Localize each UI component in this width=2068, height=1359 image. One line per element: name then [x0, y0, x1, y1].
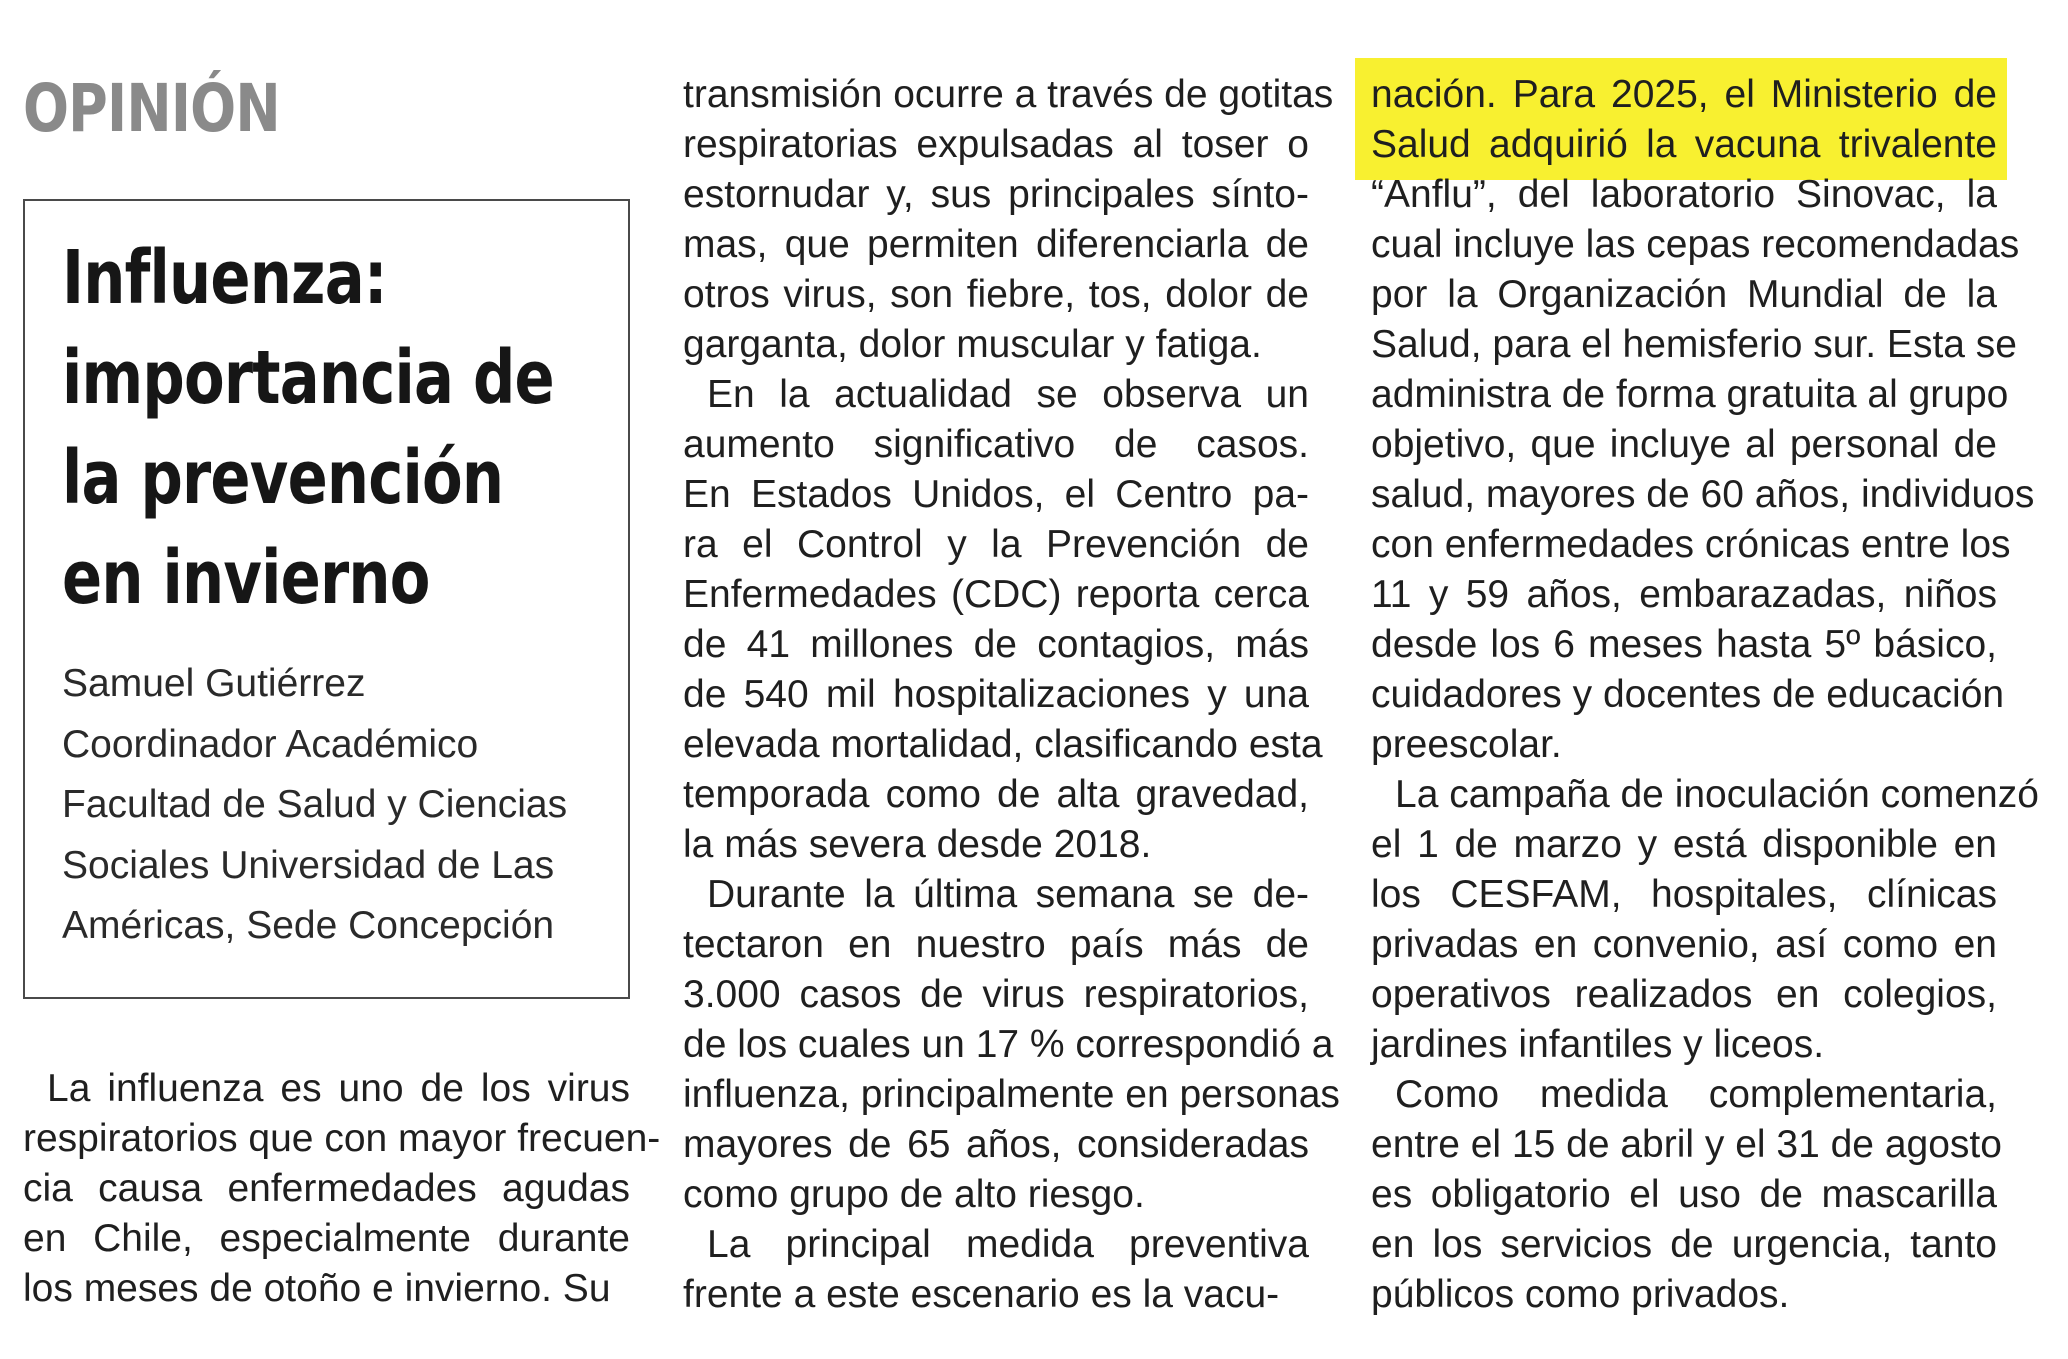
- text-line: los meses de otoño e invierno. Su: [23, 1267, 611, 1310]
- text-line: tectaron en nuestro país más de: [683, 923, 1309, 966]
- text-line: cia causa enfermedades agudas: [23, 1167, 630, 1210]
- author-affiliation: Facultad de Salud y Ciencias: [62, 783, 568, 826]
- text-line: transmisión ocurre a través de gotitas: [683, 73, 1334, 116]
- author-role: Coordinador Académico: [62, 722, 479, 766]
- author-affiliation: Américas, Sede Concepción: [62, 904, 555, 947]
- text-line: garganta, dolor muscular y fatiga.: [683, 323, 1262, 366]
- text-line: estornudar y, sus principales sínto-: [683, 173, 1309, 216]
- text-line: de 540 mil hospitalizaciones y una: [683, 673, 1309, 716]
- text-line: Enfermedades (CDC) reporta cerca: [683, 573, 1309, 616]
- text-line: entre el 15 de abril y el 31 de agosto: [1371, 1123, 2002, 1166]
- author-affiliation: Sociales Universidad de Las: [62, 843, 555, 887]
- section-label: OPINIÓN: [23, 70, 280, 147]
- text-line: mas, que permiten diferenciarla de: [683, 223, 1309, 266]
- text-line: operativos realizados en colegios,: [1371, 973, 1997, 1016]
- text-line: La principal medida preventiva: [707, 1223, 1309, 1266]
- text-line: Como medida complementaria,: [1395, 1073, 1997, 1116]
- text-line: temporada como de alta gravedad,: [683, 773, 1309, 816]
- headline: [62, 228, 574, 628]
- author-block: [62, 654, 622, 957]
- text-line: otros virus, son fiebre, tos, dolor de: [683, 273, 1309, 316]
- article-column-2: [683, 70, 1340, 1320]
- text-line: “Anflu”, del laboratorio Sinovac, la: [1371, 173, 1997, 216]
- text-line: respiratorias expulsadas al toser o: [683, 123, 1309, 166]
- text-line: influenza, principalmente en personas: [683, 1073, 1340, 1116]
- text-line: de 41 millones de contagios, más: [683, 623, 1309, 666]
- text-line: en Chile, especialmente durante: [23, 1217, 630, 1260]
- text-line: mayores de 65 años, consideradas: [683, 1123, 1309, 1166]
- text-line: preescolar.: [1371, 723, 1562, 766]
- text-line: de los cuales un 17 % correspondió a: [683, 1023, 1334, 1066]
- text-line: frente a este escenario es la vacu-: [683, 1273, 1280, 1316]
- text-line: desde los 6 meses hasta 5º básico,: [1371, 623, 1997, 666]
- text-line: En la actualidad se observa un: [707, 373, 1309, 416]
- text-line: como grupo de alto riesgo.: [683, 1173, 1145, 1216]
- text-line: en los servicios de urgencia, tanto: [1371, 1223, 1997, 1266]
- text-line: Salud, para el hemisferio sur. Esta se: [1371, 323, 2017, 366]
- text-line: En Estados Unidos, el Centro pa-: [683, 473, 1309, 516]
- text-line: elevada mortalidad, clasificando esta: [683, 723, 1323, 766]
- article-column-1: [23, 1064, 661, 1314]
- text-line: Salud adquirió la vacuna trivalente: [1371, 123, 1997, 166]
- text-line: con enfermedades crónicas entre los: [1371, 523, 2011, 566]
- text-line: ra el Control y la Prevención de: [683, 523, 1309, 566]
- text-line: Durante la última semana se de-: [707, 873, 1309, 916]
- text-line: 3.000 casos de virus respiratorios,: [683, 973, 1309, 1016]
- headline-line: la prevención: [62, 435, 504, 521]
- text-line: cual incluye las cepas recomendadas: [1371, 223, 2020, 266]
- text-line: respiratorios que con mayor frecuen-: [23, 1117, 661, 1160]
- text-line: La campaña de inoculación comenzó: [1395, 773, 2039, 816]
- text-line: 11 y 59 años, embarazadas, niños: [1371, 573, 1997, 616]
- text-line: La influenza es uno de los virus: [47, 1067, 630, 1110]
- text-line: privadas en convenio, así como en: [1371, 923, 1997, 966]
- text-line: el 1 de marzo y está disponible en: [1371, 823, 1997, 866]
- text-line: jardines infantiles y liceos.: [1371, 1023, 1825, 1066]
- text-line: nación. Para 2025, el Ministerio de: [1371, 73, 1997, 116]
- text-line: objetivo, que incluye al personal de: [1371, 423, 1997, 466]
- headline-line: Influenza:: [62, 235, 387, 321]
- text-line: administra de forma gratuita al grupo: [1371, 373, 2009, 416]
- text-line: públicos como privados.: [1371, 1273, 1790, 1316]
- headline-line: importancia de: [62, 335, 554, 421]
- text-line: por la Organización Mundial de la: [1371, 273, 1997, 316]
- text-line: aumento significativo de casos.: [683, 423, 1309, 466]
- text-line: la más severa desde 2018.: [683, 823, 1152, 866]
- headline-line: en invierno: [62, 535, 430, 621]
- text-line: los CESFAM, hospitales, clínicas: [1371, 873, 1997, 916]
- text-line: salud, mayores de 60 años, individuos: [1371, 473, 2035, 516]
- text-line: es obligatorio el uso de mascarilla: [1371, 1173, 1997, 1216]
- article-column-3: [1371, 70, 2039, 1320]
- text-line: cuidadores y docentes de educación: [1371, 673, 2005, 716]
- author-name: Samuel Gutiérrez: [62, 662, 366, 705]
